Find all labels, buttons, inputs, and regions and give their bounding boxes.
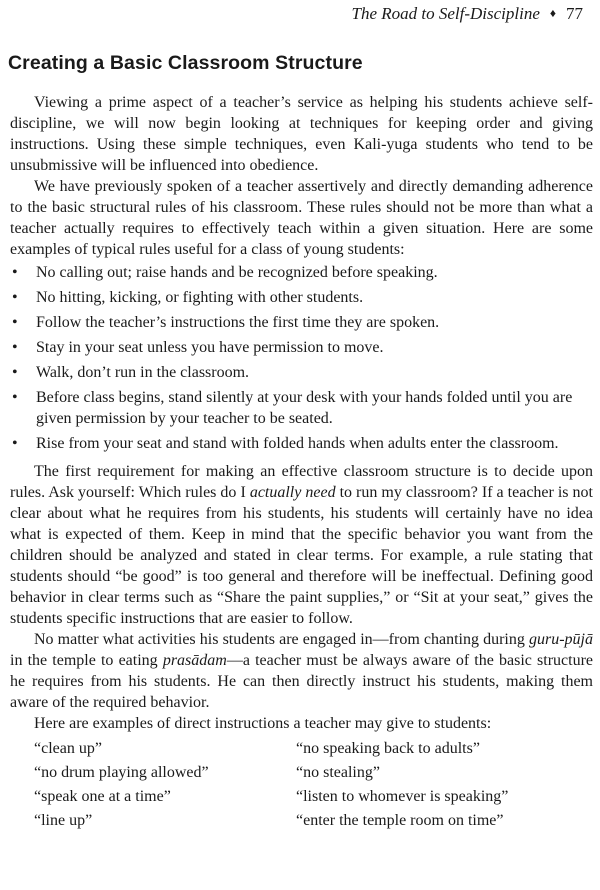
diamond-separator-icon: ♦ (549, 6, 556, 20)
paragraph-activities (10, 629, 593, 713)
list-item (10, 362, 593, 383)
rule-text: Follow the teacher’s instructions the first time they are spoken. (36, 314, 440, 331)
instruction-example: “line up” (34, 812, 93, 829)
list-item (10, 262, 593, 283)
paragraph-examples-intro: Here are examples of direct instructions a teacher may give to students: (34, 715, 492, 732)
list-item (10, 387, 593, 429)
instruction-example: “no stealing” (296, 764, 380, 781)
paragraph-first-requirement (10, 461, 593, 629)
rule-text: Before class begins, stand silently at your desk with your hands folded until you are given permission by your teacher to be seated. (36, 389, 573, 427)
instruction-example: “no speaking back to adults” (296, 740, 480, 757)
rule-text: Walk, don’t run in the classroom. (36, 364, 250, 381)
instruction-example: “enter the temple room on time” (296, 812, 504, 829)
section-heading: Creating a Basic Classroom Structure (8, 52, 363, 74)
paragraph-intro: Viewing a prime aspect of a teacher’s service as helping his students achieve self-discipline, we will now begin looking at techniques for keeping order and giving instructions. Using these simple techniques, even Kali-yuga students who tend to be unsubmissive will be influenced into obedience. (10, 94, 593, 174)
paragraph-text: The first requirement for making an effective classroom structure is to decide upon rules. Ask yourself: Which rules do I (10, 463, 593, 501)
bullet-icon: • (12, 364, 18, 381)
paragraph-text: No matter what activities his students are engaged in—from chanting during (34, 631, 529, 648)
instruction-example: “clean up” (34, 740, 102, 757)
bullet-icon: • (12, 314, 18, 331)
emphasis-text: guru-pūjā (529, 631, 593, 648)
paragraph-text: —a teacher must be always aware of the basic structure he requires from his students. He can then directly instruct his students, making them aware of the required behavior. (10, 652, 593, 711)
list-item (10, 433, 593, 454)
bullet-icon: • (12, 289, 18, 306)
bullet-icon: • (12, 339, 18, 356)
emphasis-text: actually need (249, 484, 336, 501)
paragraph-text: to run my classroom? If a teacher is not clear about what he requires from his students, his students will certainly have no idea what is expected of them. Keep in mind that the specific behavior you want from the children should be analyzed and stated in clear terms. For example, a rule stating that students should “be good” is too general and therefore will be ineffectual. Defining good behavior in clear terms such as “Share the paint supplies,” or “Sit at your seat,” gives the students specific instructions that are easier to follow. (10, 484, 594, 627)
instruction-examples-grid (34, 737, 593, 833)
list-item (10, 337, 593, 358)
list-item (10, 312, 593, 333)
rule-text: No hitting, kicking, or fighting with other students. (36, 289, 364, 306)
instruction-example: “listen to whomever is speaking” (296, 788, 509, 805)
rule-text: Rise from your seat and stand with folded hands when adults enter the classroom. (36, 435, 559, 452)
page-number: 77 (566, 4, 583, 23)
running-header-title: The Road to Self-Discipline (351, 4, 540, 23)
instruction-example: “no drum playing allowed” (34, 764, 209, 781)
running-header (0, 4, 583, 24)
instruction-example: “speak one at a time” (34, 788, 171, 805)
list-item (10, 287, 593, 308)
rules-list (10, 262, 593, 454)
bullet-icon: • (12, 435, 18, 452)
emphasis-text: prasādam (162, 652, 227, 669)
body-text (10, 92, 593, 833)
rule-text: Stay in your seat unless you have permission to move. (36, 339, 384, 356)
bullet-icon: • (12, 264, 18, 281)
paragraph-rules-intro: We have previously spoken of a teacher assertively and directly demanding adherence to the basic structural rules of his classroom. These rules should not be more than what a teacher actually requires to effectively teach within a given situation. Here are some examples of typical rules useful for a class of young students: (10, 178, 593, 258)
bullet-icon: • (12, 389, 18, 406)
paragraph-text: in the temple to eating (10, 652, 163, 669)
rule-text: No calling out; raise hands and be recognized before speaking. (36, 264, 438, 281)
